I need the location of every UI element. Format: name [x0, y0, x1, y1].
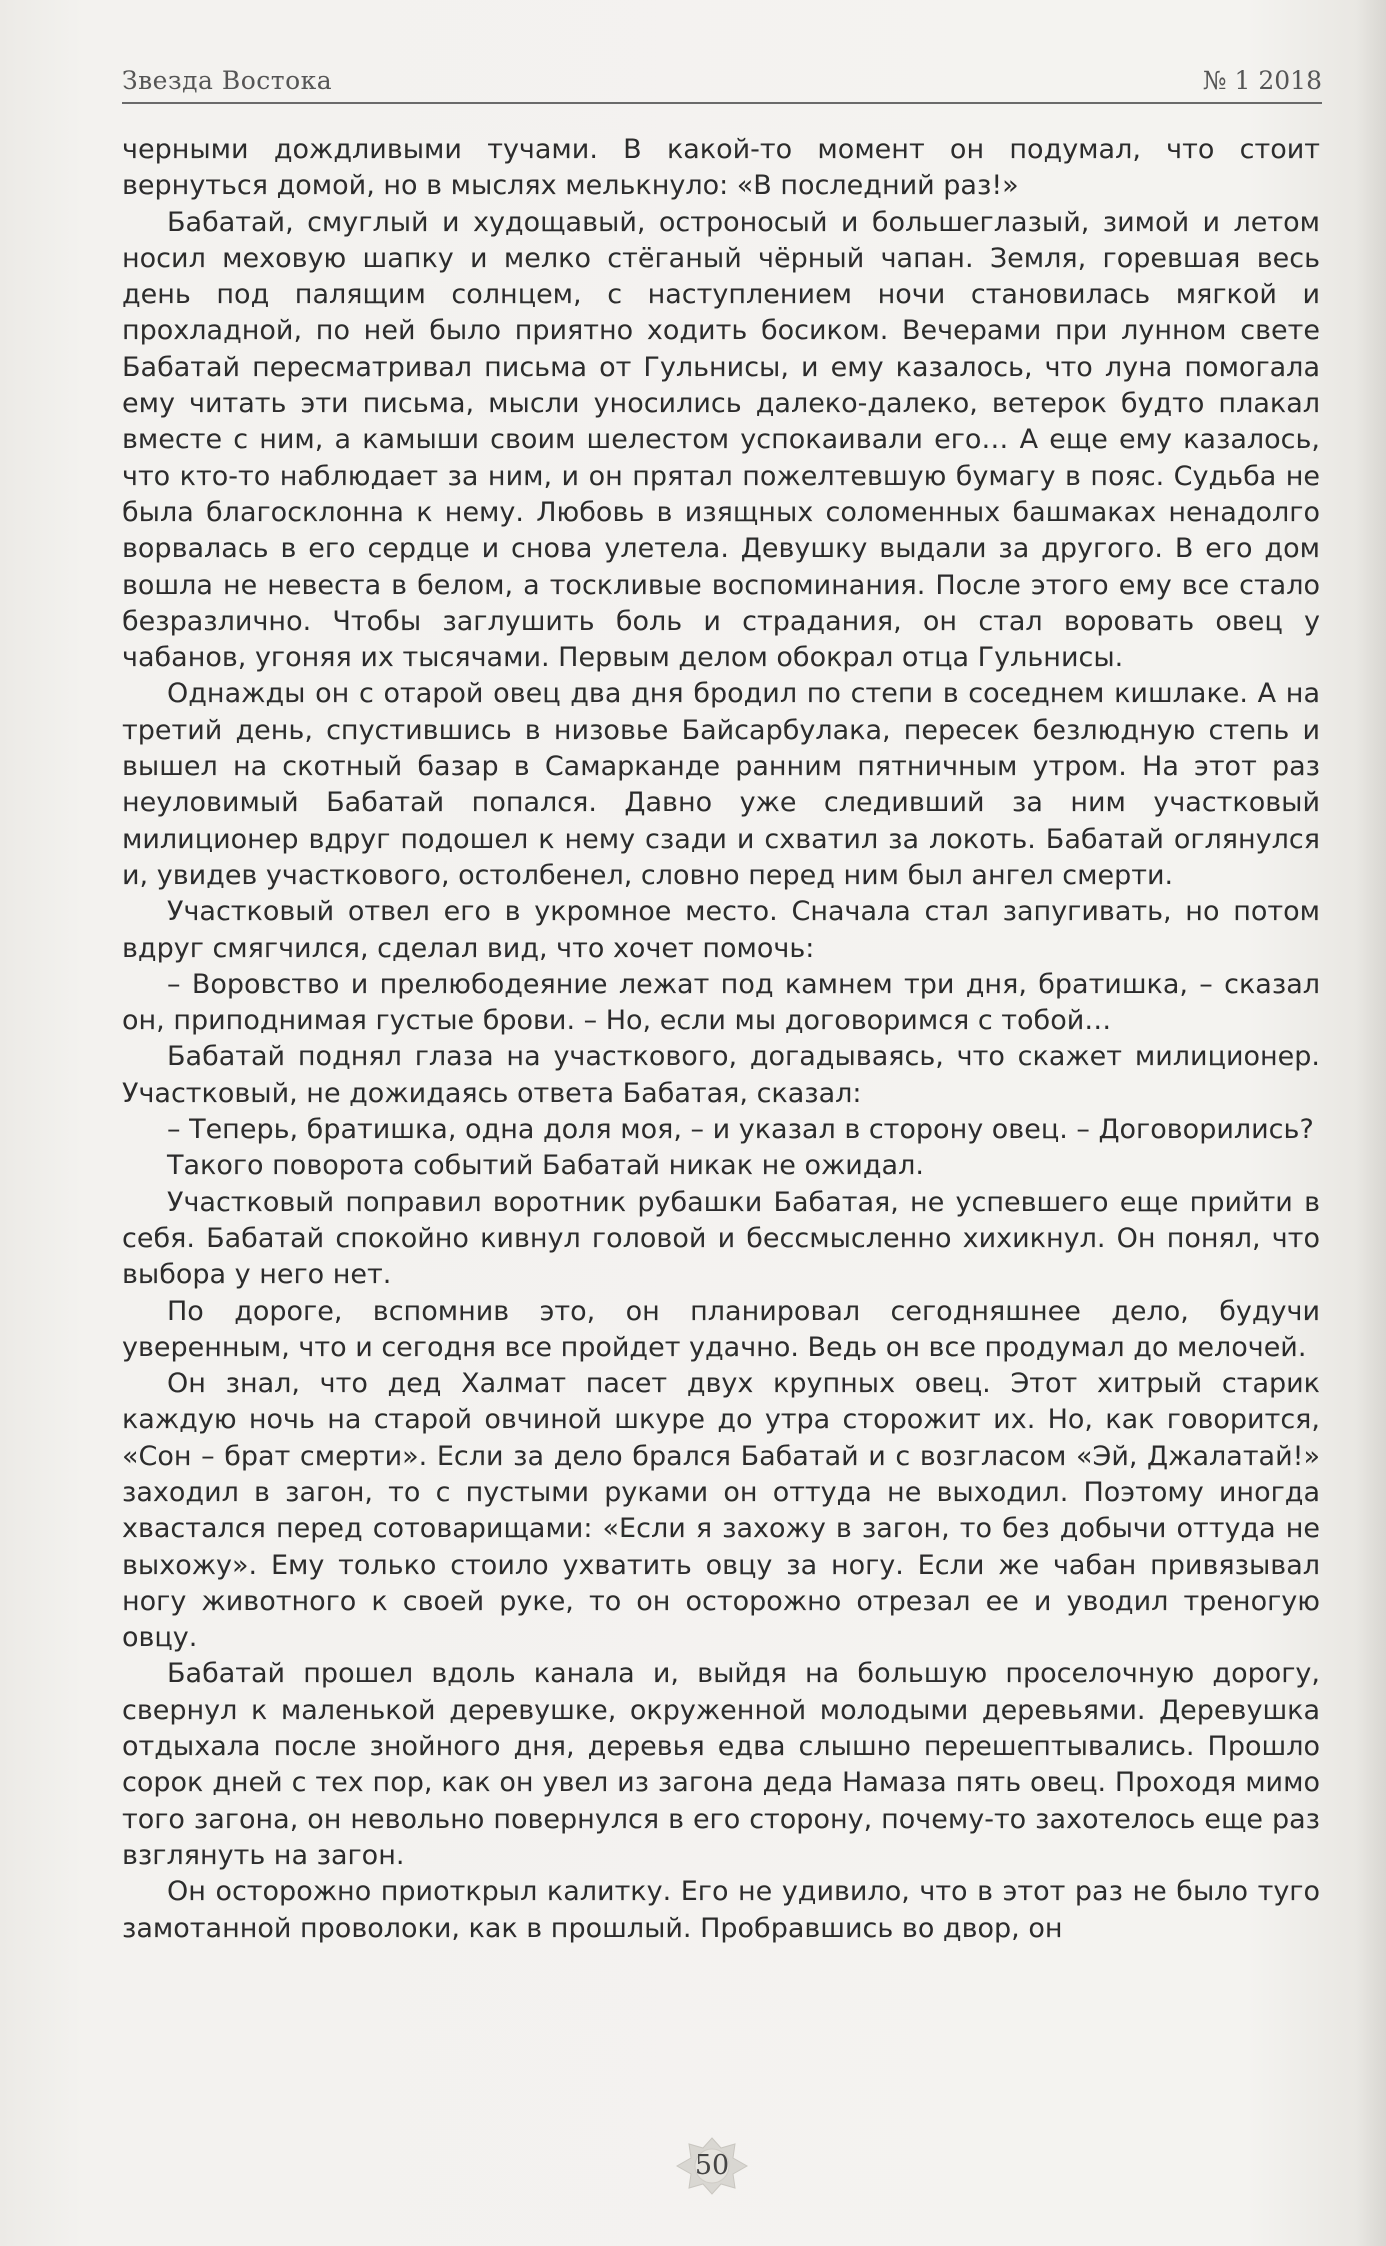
page-number-ornament	[675, 2136, 749, 2196]
paragraph: Участковый поправил воротник рубашки Бабатая, не успевшего еще прийти в себя. Бабатай спокойно кивнул головой и бессмысленно хихикнул. Он понял, что выбора у него нет.	[122, 1186, 1320, 1291]
paragraph: Однажды он с отарой овец два дня бродил по степи в соседнем кишлаке. А на третий день, спустившись в низовье Байсарбулака, пересек безлюдную степь и вышел на скотный базар в Самарканде ранним пятничным утром. На этот раз неуловимый Бабатай попался. Давно уже следивший за ним участковый милиционер вдруг подошел к нему сзади и схватил за локоть. Бабатай оглянулся и, увидев участкового, остолбенел, словно перед ним был ангел смерти.	[122, 678, 1320, 891]
paragraph: Бабатай, смуглый и худощавый, остроносый и большеглазый, зимой и летом носил меховую шапку и мелко стёганый чёрный чапан. Земля, горевшая весь день под палящим солнцем, с наступлением ночи становилась мягкой и прохладной, по ней было приятно ходить босиком. Вечерами при лунном свете Бабатай пересматривал письма от Гульнисы, и ему казалось, что луна помогала ему читать эти письма, мысли уносились далеко-далеко, ветерок будто плакал вместе с ним, а камыши своим шелестом успокаивали его… А еще ему казалось, что кто-то наблюдает за ним, и он прятал пожелтевшую бумагу в пояс. Судьба не была благосклонна к нему. Любовь в изящных соломенных башмаках ненадолго ворвалась в его сердце и снова улетела. Девушку выдали за другого. В его дом вошла не невеста в белом, а тоскливые воспоминания. После этого ему все стало безразлично. Чтобы заглушить боль и страдания, он стал воровать овец у чабанов, угоняя их тысячами. Первым делом обокрал отца Гульнисы.	[122, 206, 1320, 674]
body-text	[122, 132, 1320, 1947]
page-edge-shadow	[1356, 0, 1386, 2246]
paragraph: Он знал, что дед Халмат пасет двух крупных овец. Этот хитрый старик каждую ночь на старой овчиной шкуре до утра сторожит их. Но, как говорится, «Сон – брат смерти». Если за дело брался Бабатай и с возгласом «Эй, Джалатай!» заходил в загон, то с пустыми руками он оттуда не выходил. Поэтому иногда хвастался перед сотоварищами: «Если я захожу в загон, то без добычи оттуда не выхожу». Ему только стоило ухватить овцу за ногу. Если же чабан привязывал ногу животного к своей руке, то он осторожно отрезал ее и уводил треногую овцу.	[122, 1368, 1320, 1654]
paragraph-continued: черными дождливыми тучами. В какой-то момент он подумал, что стоит вернуться домой, но в мыслях мелькнуло: «В последний раз!»	[122, 134, 1320, 202]
page-number: 50	[694, 2150, 730, 2181]
dialogue-line: – Теперь, братишка, одна доля моя, – и указал в сторону овец. – Договорились?	[167, 1114, 1314, 1146]
dialogue-line: – Воровство и прелюбодеяние лежат под камнем три дня, братишка, – сказал он, приподнимая густые брови. – Но, если мы договоримся с тобой…	[122, 968, 1320, 1037]
paragraph: По дороге, вспомнив это, он планировал сегодняшнее дело, будучи уверенным, что и сегодня все пройдет удачно. Ведь он все продумал до мелочей.	[122, 1295, 1320, 1363]
paragraph: Такого поворота событий Бабатай никак не ожидал.	[167, 1150, 924, 1182]
running-header	[122, 58, 1322, 102]
header-rule	[122, 102, 1322, 104]
paragraph: Бабатай поднял глаза на участкового, догадываясь, что скажет милиционер. Участковый, не дожидаясь ответа Бабатая, сказал:	[122, 1041, 1320, 1109]
paragraph: Участковый отвел его в укромное место. Сначала стал запугивать, но потом вдруг смягчился, сделал вид, что хочет помочь:	[122, 896, 1320, 964]
paragraph: Он осторожно приоткрыл калитку. Его не удивило, что в этот раз не было туго замотанной проволоки, как в прошлый. Пробравшись во двор, он	[122, 1876, 1320, 1944]
journal-title: Звезда Востока	[122, 66, 333, 95]
paragraph: Бабатай прошел вдоль канала и, выйдя на большую проселочную дорогу, свернул к маленькой деревушке, окруженной молодыми деревьями. Деревушка отдыхала после знойного дня, деревья едва слышно перешептывались. Прошло сорок дней с тех пор, как он увел из загона деда Намаза пять овец. Проходя мимо того загона, он невольно повернулся в его сторону, почему-то захотелось еще раз взглянуть на загон.	[122, 1658, 1320, 1871]
issue-number: № 1 2018	[1202, 66, 1322, 95]
